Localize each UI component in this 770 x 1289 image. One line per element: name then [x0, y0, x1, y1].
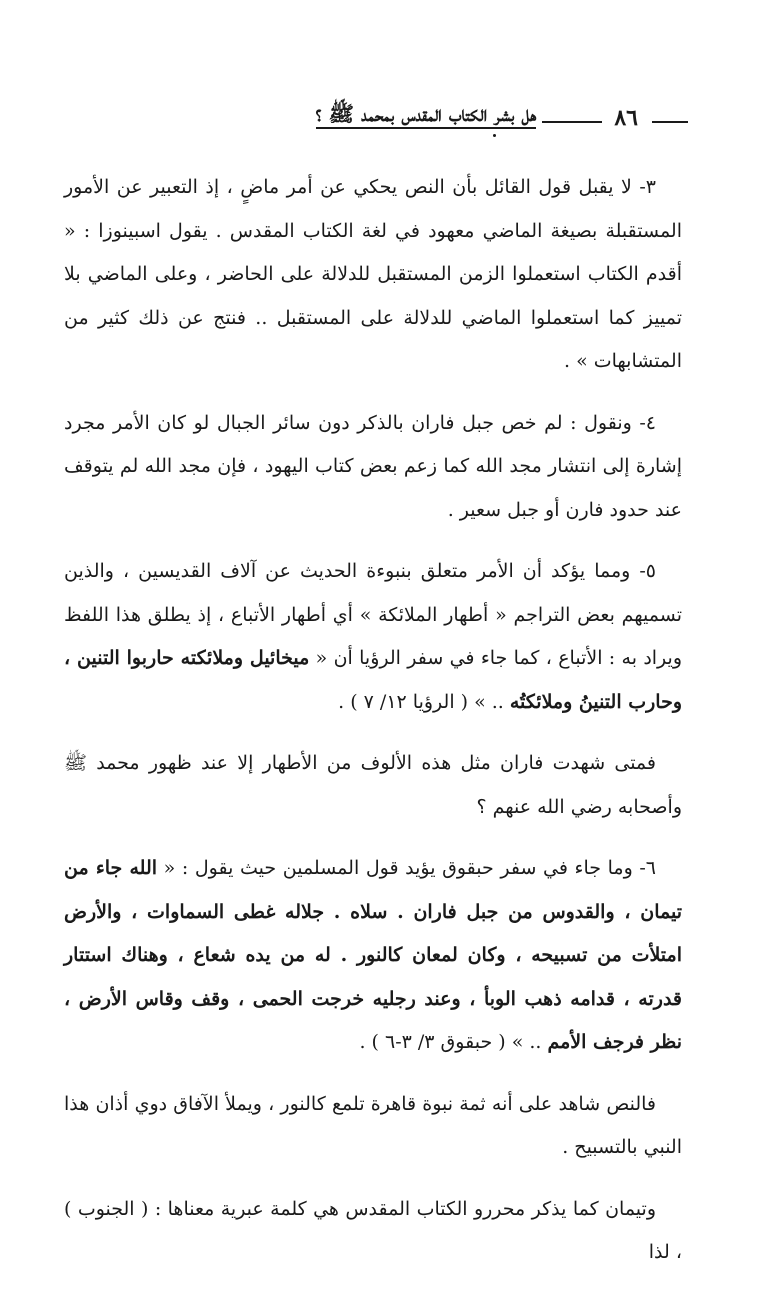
- text-run: فالنص شاهد على أنه ثمة نبوة قاهرة تلمع كالنور ، ويملأ الآفاق دوي أذان هذا النبي بالتسبيح .: [64, 1092, 682, 1158]
- quote-bold: الله جاء من تيمان ، والقدوس من جبل فاران . سلاه . جلاله غطى السماوات ، والأرض امتلأت من تسبيحه ، وكان لمعان كالنور . له من يده شعاع ، وهناك استتار قدرته ، قدامه ذهب الوبأ ، وعند رجليه خرجت الحمى ، وقف وقاس الأرض ، نظر فرجف الأمم: [64, 857, 682, 1053]
- text-run: ٥- ومما يؤكد أن الأمر متعلق بنبوءة الحديث عن آلاف القديسين ، والذين تسميهم بعض التراجم « أطهار الملائكة » أي أطهار الأتباع ، إذ يطلق هذا اللفظ ويراد به : الأتباع ، كما جاء في سفر الرؤيا أن «: [64, 560, 682, 669]
- paragraph-4: [64, 402, 682, 533]
- paragraph-6: [64, 847, 682, 1065]
- text-run: ٤- ونقول : لم خص جبل فاران بالذكر دون سائر الجبال لو كان الأمر مجرد إشارة إلى انتشار مجد الله كما زعم بعض كتاب اليهود ، فإن مجد الله لم يتوقف عند حدود فارن أو جبل سعير .: [64, 411, 682, 521]
- text-run: فمتى شهدت فاران مثل هذه الألوف من الأطهار إلا عند ظهور محمد ﷺ وأصحابه رضي الله عنهم ؟: [64, 752, 682, 818]
- text-run: ٣- لا يقبل قول القائل بأن النص يحكي عن أمر ماضٍ ، إذ التعبير عن الأمور المستقبلة بصيغة الماضي معهود في لغة الكتاب المقدس . يقول اسبينوزا : « أقدم الكتاب استعملوا الزمن المستقبل للدلالة على الحاضر ، وعلى الماضي بلا تمييز كما استعملوا الماضي للدلالة على المستقبل .. فنتج عن ذلك كثير من المتشابهات » .: [64, 176, 682, 372]
- page-number: ٨٦: [614, 105, 638, 131]
- stray-dot: [493, 134, 496, 137]
- text-run: .. » ( حبقوق ٣/ ٣-٦ ) .: [359, 1031, 548, 1053]
- header-rule-middle: [542, 121, 602, 123]
- paragraph-7: [64, 1083, 682, 1170]
- quote-bold: ميخائيل وملائكته حاربوا التنين ، وحارب التنينُ وملائكتُه: [64, 647, 682, 713]
- text-run: .. » ( الرؤيا ١٢/ ٧ ) .: [338, 690, 510, 713]
- page-header: [40, 95, 688, 129]
- running-title: هل بشر الكتاب المقدس بمحمد ﷺ ؟: [316, 102, 537, 129]
- paragraph-5-continuation: [64, 742, 682, 829]
- header-rule-right: [652, 121, 688, 123]
- paragraph-8: [64, 1188, 682, 1275]
- paragraph-5: [64, 550, 682, 724]
- text-run: ٦- وما جاء في سفر حبقوق يؤيد قول المسلمين حيث يقول : «: [157, 857, 656, 879]
- paragraph-3: [64, 166, 682, 384]
- main-text: [64, 166, 682, 1289]
- text-run: وتيمان كما يذكر محررو الكتاب المقدس هي كلمة عبرية معناها : ( الجنوب ) ، لذا: [64, 1197, 682, 1263]
